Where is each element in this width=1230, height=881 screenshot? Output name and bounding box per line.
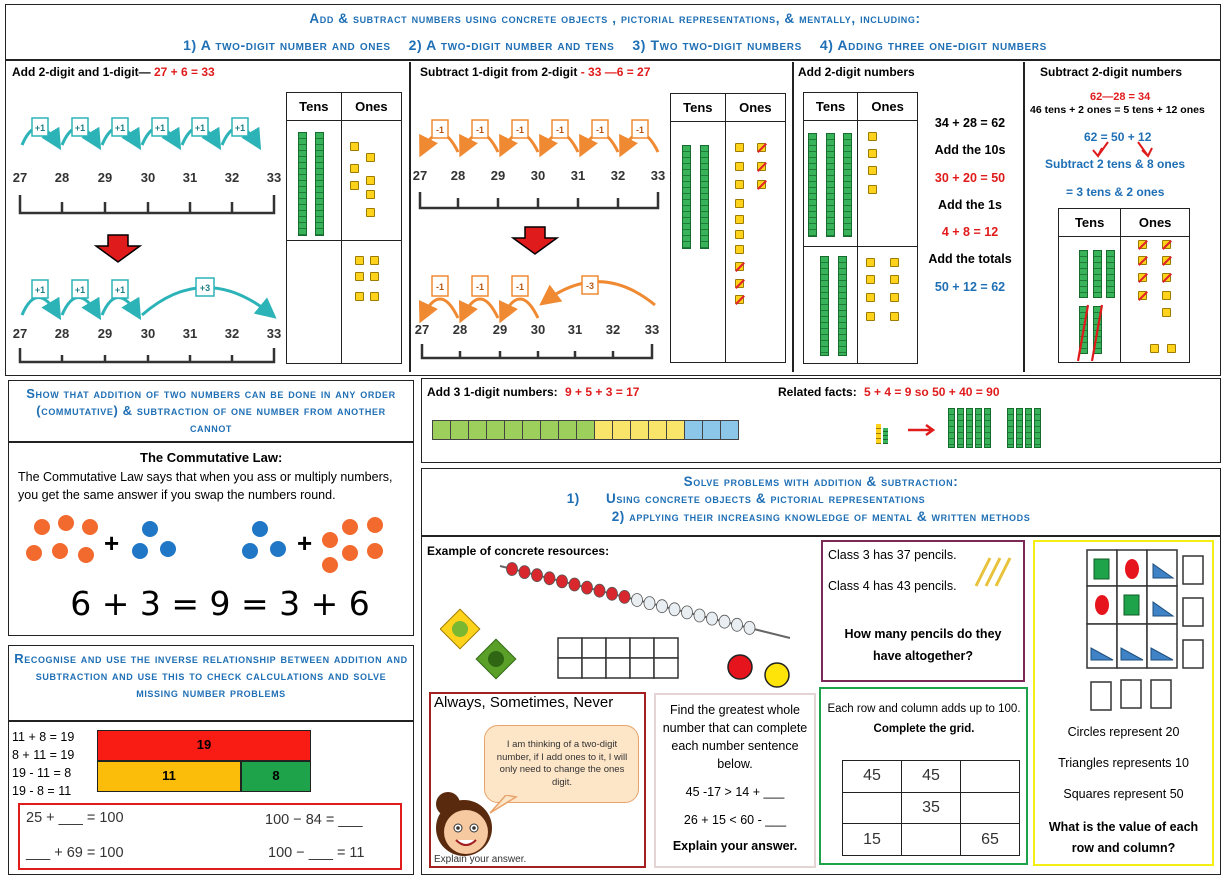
inverse-fact: 19 - 11 = 8 [12, 766, 72, 780]
greatest-footer: Explain your answer. [672, 839, 798, 853]
law-text: The Commutative Law says that when you ass or multiply numbers, you get the same answer if you swap the numbers round. [18, 470, 393, 502]
svg-text:27: 27 [12, 170, 28, 185]
grid-text: Each row and column adds up to 100. Complete the grid. [827, 703, 1021, 735]
number-strip [433, 420, 739, 440]
svg-text:29: 29 [97, 170, 113, 185]
pencils-question: How many pencils do they have altogether? [844, 627, 1002, 663]
strip-cell [486, 420, 505, 440]
pencils-l2: Class 4 has 43 pencils. [828, 579, 957, 593]
sub1dfrom2d-place-value-table: Tens Ones [670, 93, 786, 363]
svg-text:+3: +3 [199, 283, 211, 293]
strip-cell [648, 420, 667, 440]
add2d-step: 30 + 20 = 50 [934, 170, 1006, 185]
bead [532, 569, 543, 582]
shapes-l3: Squares represent 50 [1063, 787, 1184, 801]
related-facts: Related facts: 5 + 4 = 9 so 50 + 40 = 90 [778, 385, 1000, 399]
grid-cell: 45 [902, 761, 961, 793]
bead [582, 581, 593, 594]
inverse-fact: 19 - 8 = 11 [12, 784, 72, 798]
svg-text:33: 33 [266, 326, 282, 341]
add2d-step: 34 + 28 = 62 [934, 116, 1006, 130]
greatest-text: Find the greatest whole number that can complete each number sentence below. [662, 703, 808, 771]
svg-text:32: 32 [224, 170, 240, 185]
svg-text:31: 31 [567, 322, 583, 337]
sub2d-eq: 62—28 = 34 [1090, 91, 1151, 103]
bead [607, 587, 618, 600]
bead [619, 590, 630, 603]
shapes-question: What is the value of each row and column? [1048, 820, 1199, 855]
strip-cell [666, 420, 685, 440]
strip-cell [630, 420, 649, 440]
bar-a: 11 [97, 761, 241, 792]
svg-text:28: 28 [54, 326, 70, 341]
sub2d-title: Subtract 2-digit numbers [1040, 65, 1183, 79]
commutative-heading: Show that addition of two numbers can be done in any order (commutative) & subtraction of one number from another cannot [26, 386, 396, 435]
svg-text:+1: +1 [194, 123, 206, 133]
svg-text:31: 31 [570, 168, 586, 183]
grid-cell [843, 792, 902, 824]
bead [644, 597, 655, 610]
girl-avatar [430, 790, 494, 858]
sub1dfrom2d-title: Subtract 1-digit from 2-digit - 33 —6 = 27 [420, 65, 651, 79]
plus-1: + [104, 528, 120, 558]
svg-text:30: 30 [140, 170, 156, 185]
grid-cell: 35 [902, 792, 961, 824]
svg-text:29: 29 [490, 168, 506, 183]
bead [594, 584, 605, 597]
asn-footer: Explain your answer. [434, 854, 527, 865]
svg-text:-1: -1 [515, 282, 525, 292]
add2d-step: 4 + 8 = 12 [941, 225, 999, 240]
three-digits-label: Add 3 1-digit numbers: 9 + 5 + 3 = 17 [427, 385, 640, 399]
sub2d-line2: 46 tens + 2 ones = 5 tens + 12 ones [1030, 104, 1205, 116]
svg-text:28: 28 [54, 170, 70, 185]
solve-heading2: 1) Using concrete objects & pictorial representations [566, 491, 926, 506]
missing-1: 25 + ___ = 100 [26, 810, 124, 826]
strip-cell [576, 420, 595, 440]
bead [569, 578, 580, 591]
commutative-equation: 6 + 3 = 9 = 3 + 6 [70, 584, 370, 623]
bead [519, 566, 530, 579]
svg-text:27: 27 [414, 322, 430, 337]
add2d-steps [920, 116, 1020, 307]
svg-text:-1: -1 [475, 282, 485, 292]
svg-text:-1: -1 [595, 125, 605, 135]
svg-text:-1: -1 [515, 125, 525, 135]
asn-title: Always, Sometimes, Never [434, 694, 614, 711]
svg-text:30: 30 [140, 326, 156, 341]
svg-text:+1: +1 [74, 123, 86, 133]
svg-text:-1: -1 [555, 125, 565, 135]
svg-text:+1: +1 [154, 123, 166, 133]
plus-2: + [297, 528, 313, 558]
add2d1d-title: Add 2-digit and 1-digit— 27 + 6 = 33 [12, 65, 215, 79]
add2d1d-place-value-table: Tens Ones [286, 92, 402, 364]
svg-text:29: 29 [492, 322, 508, 337]
inverse-facts [12, 728, 74, 800]
inverse-fact: 8 + 11 = 19 [12, 748, 75, 762]
svg-text:+1: +1 [114, 285, 126, 295]
strip-cell [558, 420, 577, 440]
svg-text:31: 31 [182, 326, 198, 341]
strip-cell [504, 420, 523, 440]
svg-text:32: 32 [224, 326, 240, 341]
strip-cell [684, 420, 703, 440]
bead [544, 572, 555, 585]
missing-2: 100 − 84 = ___ [265, 812, 363, 828]
bead [669, 603, 680, 616]
bead [682, 606, 693, 619]
law-title: The Commutative Law: [140, 450, 283, 465]
strip-cell [720, 420, 739, 440]
pencils-icon [972, 556, 1017, 588]
svg-text:28: 28 [450, 168, 466, 183]
add2d-place-value-table: Tens Ones [803, 92, 918, 364]
add2d-step: Add the totals [928, 252, 1012, 267]
add2d-title: Add 2-digit numbers [798, 65, 915, 79]
svg-text:+1: +1 [74, 285, 86, 295]
missing-4: 100 − ___ = 11 [268, 845, 365, 861]
strip-cell [702, 420, 721, 440]
add2d-step: Add the 10s [934, 143, 1006, 158]
sub2d-line4: Subtract 2 tens & 8 ones [1045, 157, 1186, 171]
sub2d-line5: = 3 tens & 2 ones [1066, 185, 1165, 199]
sub2d-line3: 62 = 50 + 12 [1084, 130, 1152, 144]
greatest-eq2: 26 + 15 < 60 - ___ [683, 813, 787, 827]
asn-bubble-text: I am thinking of a two-digit number, if I add ones to it, I will only need to change the ones digit. [496, 739, 628, 788]
bead [507, 563, 518, 576]
bead [719, 615, 730, 628]
shapes-l2: Triangles represents 10 [1058, 756, 1189, 770]
grid-cell [961, 792, 1020, 824]
svg-text:-1: -1 [435, 125, 445, 135]
dot-arrays [20, 515, 400, 575]
strip-cell [450, 420, 469, 440]
svg-text:27: 27 [412, 168, 428, 183]
svg-text:+1: +1 [34, 285, 46, 295]
pencils-l1: Class 3 has 37 pencils. [828, 548, 957, 562]
svg-text:33: 33 [644, 322, 660, 337]
svg-text:28: 28 [452, 322, 468, 337]
svg-text:27: 27 [12, 326, 28, 341]
svg-text:29: 29 [97, 326, 113, 341]
svg-text:33: 33 [266, 170, 282, 185]
strip-cell [594, 420, 613, 440]
bead [744, 621, 755, 634]
grid-cell [961, 761, 1020, 793]
solve-heading1: Solve problems with addition & subtraction: [683, 474, 959, 489]
bar-total: 19 [97, 730, 311, 761]
bar-model [97, 730, 311, 792]
svg-text:33: 33 [650, 168, 666, 183]
bead [657, 600, 668, 613]
svg-text:31: 31 [182, 170, 198, 185]
svg-text:-1: -1 [475, 125, 485, 135]
missing-3: ___ + 69 = 100 [26, 845, 124, 861]
grid-cell [902, 824, 961, 856]
strip-cell [432, 420, 451, 440]
shapes-grid [1085, 548, 1211, 713]
svg-text:32: 32 [610, 168, 626, 183]
bead [694, 609, 705, 622]
inverse-fact: 11 + 8 = 19 [12, 730, 75, 744]
svg-text:+1: +1 [114, 123, 126, 133]
grid-cell: 65 [961, 824, 1020, 856]
puzzle-grid [842, 760, 1020, 856]
inverse-heading: Recognise and use the inverse relationship between addition and subtraction and use this to check calculations and solve missing number problems [14, 651, 408, 700]
strip-cell [612, 420, 631, 440]
strip-cell [540, 420, 559, 440]
bead [557, 575, 568, 588]
svg-text:30: 30 [530, 322, 546, 337]
subtract-number-line [410, 90, 670, 370]
strip-cell [468, 420, 487, 440]
strip-cell [522, 420, 541, 440]
add2d-step: Add the 1s [938, 197, 1002, 212]
svg-text:32: 32 [605, 322, 621, 337]
shapes-l1: Circles represent 20 [1067, 725, 1180, 739]
banner-line1: Add & subtract numbers using concrete objects , pictorial representations, & mentally, including: [309, 11, 921, 26]
bead [632, 594, 643, 607]
solve-heading3: 2) applying their increasing knowledge of mental & written methods [611, 509, 1031, 524]
add2d-step: 50 + 12 = 62 [934, 279, 1006, 294]
bar-b: 8 [241, 761, 311, 792]
svg-text:-1: -1 [635, 125, 645, 135]
svg-text:+1: +1 [34, 123, 46, 133]
resources-label: Example of concrete resources: [427, 544, 610, 558]
bead [732, 618, 743, 631]
greatest-eq1: 45 -17 > 14 + ___ [685, 785, 785, 799]
add-number-line [10, 90, 290, 370]
sub2d-place-value-table: Tens Ones [1058, 208, 1190, 363]
svg-text:-1: -1 [435, 282, 445, 292]
grid-cell: 15 [843, 824, 902, 856]
bead [707, 612, 718, 625]
svg-text:30: 30 [530, 168, 546, 183]
concrete-resources [440, 560, 810, 690]
banner-line2: 1) A two-digit number and ones 2) A two-digit number and tens 3) Two two-digit numbers 4) Adding three one-digit numbers [183, 37, 1047, 53]
svg-text:+1: +1 [234, 123, 246, 133]
svg-text:-3: -3 [585, 281, 595, 291]
grid-cell: 45 [843, 761, 902, 793]
